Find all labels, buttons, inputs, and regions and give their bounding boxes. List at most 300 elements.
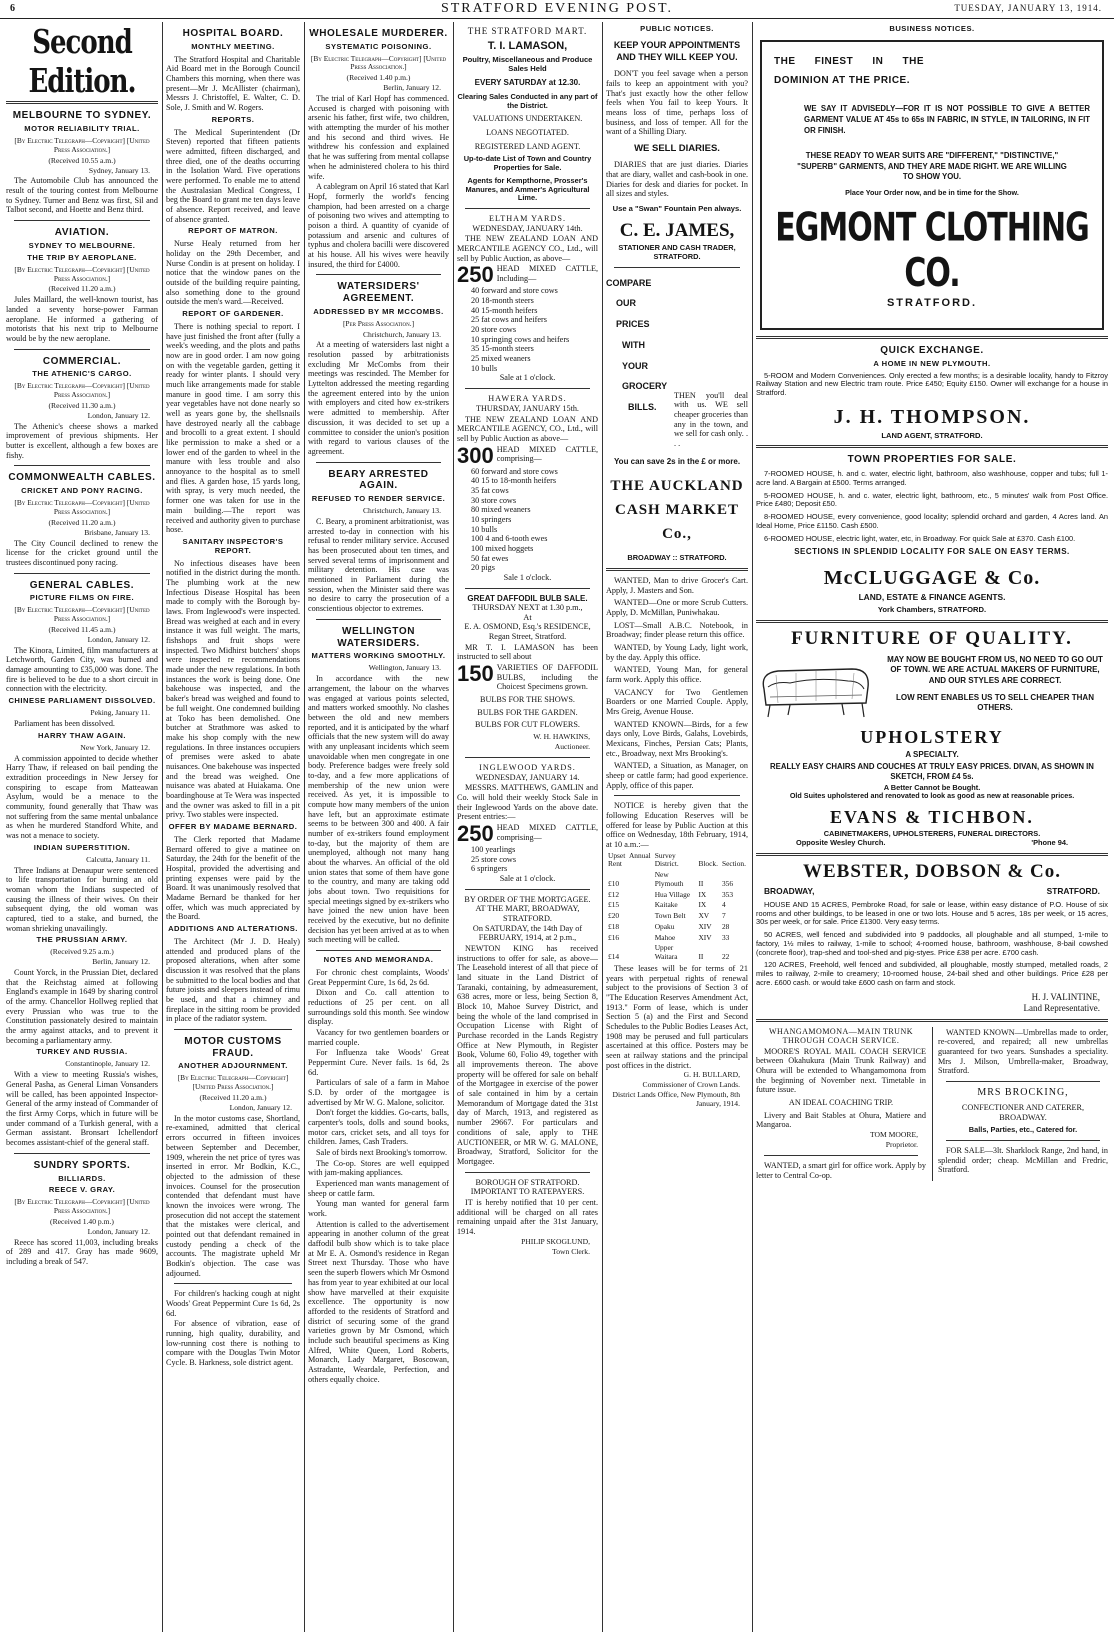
- column-1: [6, 22, 158, 1632]
- article-body: In accordance with the new arrangement, the labour on the wharves was engaged at various points selected, and matters worked smoothly. No clashes between the old and new members reported, and it is anticipated by the wharf officials that the new system will do away with any unpleasant incidents which seem unavoidable when men congregate in one body. Preference badges were freely sold to-day, and a few more applications of membership of the new union were received. As yet, it is impossible to compute how many members of the union have left, but an approximate estimate seems to be between 300 and 400. A fair number of ex-strikers found employment to-day, but the majority of them are unemployed, although not many hang about the wharves. An official of the old union states that some of them have gone to the country, and many are taking odd jobs about town. Two requisitions for special meetings signed by ex-strikers who have joined the new union have been received by the executive, but no definite decision has yet been arrived at as to when such meeting will be called.: [308, 674, 449, 945]
- article-body: The Architect (Mr J. D. Healy) attended and produced plans of the proposed alterations, when after some discussion it was resolved that the plans be submitted to the local bodies and that future joists and sleepers instead of rimu be used, and that a chimney and fireplace in the sitting room be provided in place of the radiator system.: [166, 936, 300, 1024]
- ad-subheading: AN IDEAL COACHING TRIP.: [788, 1098, 894, 1108]
- sale-venue: E. A. OSMOND, Esq.'s RESIDENCE, Regan Street, Stratford.: [464, 622, 591, 642]
- advertiser-name: C. E. JAMES,: [619, 219, 735, 241]
- advertiser-name: EVANS & TICHBON.: [830, 806, 1034, 827]
- ad-headline: THE FINEST IN THE DOMINION AT THE PRICE.: [774, 55, 924, 86]
- advertisement: For absence of vibration, ease of running, high quality, durability, and low-running cost there is nothing to compare with the Douglas Twin Motor Cycle. B. Harkness, sole district agent.: [166, 1319, 300, 1367]
- dateline: Christchurch, January 13.: [362, 506, 441, 516]
- dateline: Christchurch, January 13.: [362, 329, 441, 339]
- ad-subheading: SECTIONS IN SPLENDID LOCALITY FOR SALE ON EASY TERMS.: [794, 547, 1070, 557]
- dateline: Berlin, January 12.: [92, 957, 150, 967]
- subheading: REECE V. GRAY.: [48, 1185, 116, 1195]
- property-listing: 8-ROOMED HOUSE, every convenience, good locality; splendid orchard and garden, 4 Acres land. An Ideal Home, Price £1150. Cash £500.: [756, 512, 1108, 530]
- notes-item: Sale of birds next Brooking's tomorrow.: [316, 1148, 448, 1158]
- ad-tagline: Balls, Parties, etc., Catered for.: [968, 1125, 1078, 1135]
- sale-title: VARIETIES OF DAFFODIL BULBS, including the Choicest Specimens grown.: [496, 663, 598, 692]
- subheading: THE TRIP BY AEROPLANE.: [27, 252, 137, 262]
- signatory: PHILIP SKOGLUND,: [521, 1236, 590, 1246]
- column-rule: [752, 22, 753, 1632]
- property-listing: 50 ACRES, well fenced and subdivided into 9 paddocks, all ploughable and all stumped, 1-mile to factory, 1½ miles to railway, 1-mile to school; 4-roomed house, bathroom, washhouse, 8-bail cowshed (concrete floor), trap-shed and tool-shed and pig-styes. Price £38 per acre. £700 cash.: [756, 930, 1108, 957]
- table-header: Section.: [721, 859, 746, 869]
- article-body: At a meeting of watersiders last night a resolution passed by arbitrationists excluding Mr McCombs from their meetings was rescinded. The Member for Lyttelton addressed the meeting regarding the agreement entered into by the union with employers and cited how ex-strikers were admitted to membership. After discussion, it was decided to set up a committee to consider the union's position with regard to various clauses of the agreement.: [308, 340, 449, 456]
- subheading: NOTES AND MEMORANDA.: [323, 955, 434, 965]
- headline: MOTOR CUSTOMS FRAUD.: [184, 1035, 282, 1059]
- byline: [By Electric Telegraph—Copyright] [United Press Association.]: [14, 1197, 150, 1216]
- table-cell: Hua Village: [654, 889, 691, 899]
- received-time: (Received 11.45 a.m.): [48, 624, 116, 634]
- ad-subheading: A SPECIALTY.: [905, 749, 959, 759]
- dateline: London, January 12.: [87, 1226, 150, 1236]
- stock-line: 35 15-month steers: [471, 344, 534, 354]
- article-body: The Clerk reported that Madame Bernard offered to give a matinee on Saturday, the 24th for the benefit of the Hospital, provided the advertising and printing expenses were paid by the Board. It was unanimously resolved that Madame Bernard be thanked for her offer, which was much appreciated by the Board.: [166, 834, 300, 922]
- compare-word: YOUR: [622, 360, 649, 371]
- compare-word: OUR: [616, 298, 636, 309]
- article-body: Parliament has been dissolved.: [14, 718, 115, 728]
- article-body: Reece has scored 11,003, including breaks of 289 and 417. Gray has made 9609, including a break of 547.: [6, 1237, 158, 1267]
- table-cell: IX: [698, 889, 707, 899]
- office-line: District Lands Office, New Plymouth, 8th January, 1914.: [612, 1090, 740, 1109]
- article-body: The Athenic's cheese shows a marked improvement of previous shipments. Her butter is excellent, although a few boxes are fishy.: [6, 421, 158, 460]
- service-line: LOANS NEGOTIATED.: [486, 128, 569, 138]
- ad-body: WE SAY IT ADVISEDLY—FOR IT IS NOT POSSIBLE TO GIVE A BETTER GARMENT VALUE AT 45s to 65s IN FABRIC, IN STYLE, IN TAILORING, IN FIT OR FINISH.: [804, 103, 1090, 135]
- column-rule: [304, 22, 305, 1632]
- subheading: REPORT OF GARDENER.: [182, 309, 284, 319]
- head-count: 250: [457, 264, 494, 287]
- notes-item: Vacancy for two gentlemen boarders or married couple.: [308, 1028, 449, 1047]
- ad-headline: FURNITURE OF QUALITY.: [791, 628, 1073, 650]
- advertiser-tagline: LAND, ESTATE & FINANCE AGENTS.: [858, 592, 1006, 603]
- subheading: OFFER BY MADAME BERNARD.: [168, 821, 298, 831]
- signatory-role: Proprietor.: [885, 1140, 918, 1149]
- ad-body: MAY NOW BE BOUGHT FROM US, NO NEED TO GO OUT OF TOWN. WE ARE ACTUAL MAKERS OF FURNITURE, AND OUR STYLES ARE CORRECT.: [887, 654, 1103, 686]
- stock-line: 50 fat ewes: [471, 553, 509, 563]
- table-cell: £15: [608, 900, 620, 910]
- byline: [By Electric Telegraph—Copyright] [United Press Association.]: [14, 264, 150, 283]
- signatory-role: Town Clerk.: [552, 1246, 590, 1256]
- column-rule: [162, 22, 163, 1632]
- article-body: The Kinora, Limited, film manufacturers at Letchworth, Garden City, was burned and damage amounting to £35,000 was done. The fire is believed to be due to a short circuit in connection with the electricity.: [6, 645, 158, 694]
- divan-sketch-icon: [756, 659, 876, 723]
- sale-intro: MR T. I. LAMASON has been instructed to sell about: [457, 642, 598, 662]
- received-time: (Received 10.55 a.m.): [48, 155, 116, 165]
- table-cell: Kaitake: [654, 900, 678, 910]
- sale-title: HEAD MIXED CATTLE, comprising—: [496, 444, 598, 464]
- notice-heading: BY ORDER OF THE MORTGAGEE.: [464, 894, 591, 904]
- egmont-clothing-ad: [760, 40, 1104, 330]
- stock-line: 40 15 to 18-month heifers: [471, 476, 557, 486]
- page-number: 6: [10, 3, 15, 14]
- subheading: CRICKET AND PONY RACING.: [21, 486, 143, 496]
- coach-ad: [756, 1027, 933, 1182]
- stock-line: 20 18-month steers: [471, 296, 534, 306]
- headline: GENERAL CABLES.: [29, 579, 135, 591]
- sale-time: Sale 1 o'clock.: [503, 572, 552, 582]
- property-listing: 7-ROOMED HOUSE, h. and c. water, electric light, bathroom, also washhouse, copper and tubs; full 1-acre land. A Bargain at £500. Terms arranged.: [756, 469, 1108, 487]
- notes-item: The Co-op. Stores are well equipped with jam-making appliances.: [308, 1158, 449, 1178]
- dateline: Sydney, January 13.: [88, 165, 150, 175]
- edition-title: Second Edition.: [28, 24, 136, 101]
- column-5: [606, 22, 748, 1632]
- notes-item: For Influenza take Woods' Great Peppermint Cure. Never fails. 1s 6d, 2s 6d.: [308, 1048, 449, 1077]
- advertiser-name: WEBSTER, DOBSON & Co.: [802, 860, 1062, 882]
- table-cell: £14: [608, 952, 620, 962]
- table-header: Block.: [698, 859, 718, 869]
- ad-body: THESE READY TO WEAR SUITS ARE "DIFFERENT," "DISTINCTIVE," "SUPERB" GARMENTS, AND THEY ARE MADE RIGHT. WE ARE WILLING TO SHOW YOU.: [797, 150, 1067, 182]
- table-cell: 4: [721, 900, 726, 910]
- table-cell: IX: [698, 900, 707, 910]
- column-3: [308, 22, 449, 1632]
- ad-headline: QUICK EXCHANGE.: [880, 344, 984, 356]
- bulb-line: BULBS FOR CUT FLOWERS.: [475, 720, 580, 730]
- notice-body: IT is hereby notified that 10 per cent. additional will be charged on all rates remaining unpaid after the 31st January, 1914.: [457, 1197, 598, 1236]
- headline: WATERSIDERS' AGREEMENT.: [337, 281, 420, 305]
- received-time: (Received 1.40 p.m.): [346, 73, 411, 83]
- signatory: G. H. BULLARD,: [683, 1070, 740, 1080]
- ad-tagline: Old Suites upholstered and renovated to look as good as new at reasonable prices.: [789, 791, 1075, 801]
- reserves-table: [606, 851, 748, 963]
- notice-heading: BOROUGH OF STRATFORD.: [475, 1177, 580, 1187]
- table-cell: 22: [721, 952, 730, 962]
- stock-line: 25 store cows: [471, 854, 517, 864]
- table-row: [606, 922, 748, 933]
- sale-title: HEAD MIXED CATTLE, comprising—: [496, 823, 598, 842]
- notes-item: Attention is called to the advertisement appearing in another column of the great daffodil bulb show which is to take place at Mr E. A. Osmond's residence in Regan Street next Thursday. Those who have seen the superb flowers which Mr Osmond has from year to year exhibited at our local show have marvelled at their exquisite excellence. The opportunity is now afforded to the residents of Stratford and district of securing some of the grand varieties grown by Mr Osmond, which include such beautiful specimens as King Alfred, White Queen, Lord Roberts, Monarch, Lady Margaret, Boscowan, Astradante, Weardale, Perfection, and others equally choice.: [308, 1219, 449, 1384]
- received-time: (Received 9.25 a.m.): [50, 947, 114, 957]
- article-body: Three Indians at Denaupur were sentenced to life transportation for burning an old woman whom the Indians suspected of causing the illness of their wives. On their subsequent dying, the old woman was captured, tied to a stake, and burned, the woman shrieking unavailingly.: [6, 865, 158, 933]
- property-list-note: Up-to-date List of Town and Country Properties for Sale.: [463, 154, 592, 173]
- article-body: A cablegram on April 16 stated that Karl Hopf, formerly the world's fencing champion, had been arrested on a charge of poisoning two wives and attempting to poison a third. A quantity of cyanide of potassium and arsenic and cultures of typhus and cholera bacilli were discovered at his house. All his wives were heavily insured, the third for £4000.: [308, 182, 449, 269]
- ad-body: 5-ROOM and Modern Conveniences. Only erected a few months; is a desirable locality, handy to Fitzroy Railway Station and new Electric tram route. Price £450; Equity £150. Owner will exchange for a house in Stratford.: [756, 370, 1108, 398]
- table-cell: £18: [608, 921, 620, 931]
- table-row: [606, 900, 748, 911]
- table-cell: £20: [608, 911, 620, 921]
- property-listing: HOUSE AND 15 ACRES, Pembroke Road, for sale or lease, within easy distance of P.O. House of six rooms and other buildings, to be leased in one or two lots. House and 5 acres, 18s per week, or 15 acres, 30s per week, or for sale. Price £1300. Very easy terms.: [756, 899, 1108, 927]
- classified-ad: WANTED, Man to drive Grocer's Cart. Apply, J. Masters and Son.: [606, 575, 748, 595]
- advertiser-name: MRS BROCKING,: [977, 1087, 1069, 1099]
- ad-tagline: Place Your Order now, and be in time for the Show.: [845, 188, 1019, 198]
- ad-headline: WE SELL DIARIES.: [634, 143, 720, 155]
- head-count: 250: [457, 823, 494, 846]
- section-heading: PUBLIC NOTICES.: [640, 24, 714, 33]
- stock-line: 10 bulls: [471, 363, 498, 373]
- column-2: [166, 22, 300, 1632]
- sale-title: HEAD MIXED CATTLE, Including—: [496, 264, 598, 284]
- subheading: SANITARY INSPECTOR'S REPORT.: [182, 536, 284, 555]
- table-cell: £12: [608, 889, 620, 899]
- stock-line: 100 4 and 6-tooth ewes: [471, 534, 548, 544]
- subheading: MATTERS WORKING SMOOTHLY.: [311, 651, 446, 661]
- article-body: Nurse Healy returned from her holiday on the 29th December, and Nurse Condin is at present on holiday. I notice that the window panes on the outside of the building require painting, also something done to the ground outside the men's ward.—Received.: [166, 239, 300, 307]
- head-count: 300: [457, 444, 494, 467]
- byline: [By Electric Telegraph—Copyright] [United Press Association.]: [14, 381, 150, 400]
- headline: BEARY ARRESTED AGAIN.: [328, 468, 429, 492]
- subheading: REPORTS.: [211, 114, 255, 124]
- subheading: ANOTHER ADJOURNMENT.: [178, 1061, 288, 1071]
- stock-line: 80 mixed weaners: [471, 505, 531, 515]
- sale-at: At: [523, 612, 532, 622]
- dateline: London, January 12.: [87, 410, 150, 420]
- classified-ad: WANTED, by Young Lady, light work, by the day. Apply this office.: [606, 642, 748, 662]
- compare-word: BILLS.: [628, 401, 657, 412]
- advertiser-name: J. H. THOMPSON.: [833, 405, 1031, 428]
- table-cell: £10: [608, 878, 620, 888]
- advertiser-address: York Chambers, STRATFORD.: [877, 605, 987, 615]
- advertiser-address: Opposite Wesley Church.: [796, 838, 886, 847]
- ad-body: DIARIES that are just diaries. Diaries that are diary, wallet and cash-book in one. Diaries for desk and diaries for pocket. In all sizes and styles.: [606, 160, 748, 199]
- column-rule: [602, 22, 603, 1632]
- subheading: THE ATHENIC'S CARGO.: [32, 369, 132, 379]
- notes-item: Experienced man wants management of sheep or cattle farm.: [308, 1179, 449, 1198]
- ad-body: MOORE'S ROYAL MAIL COACH SERVICE between Okahukura (Main Trunk Railway) and Ohura will be extended to Whangamomona from the beginning of November next. Timetable in future issue.: [756, 1046, 926, 1095]
- table-row: [606, 943, 748, 962]
- signatory: W. H. HAWKINS,: [533, 732, 590, 742]
- signatory: H. J. VALINTINE,: [1031, 991, 1100, 1002]
- table-row: [606, 890, 748, 901]
- classified-ad: WANTED—One or more Scrub Cutters. Apply, D. McMillan, Puniwhakau.: [606, 598, 748, 617]
- article-body: Jules Maillard, the well-known tourist, has landed a seventy horse-power Farman aeroplane. He informed a gathering of motorists that his next trip to Melbourne would be by the new aeroplane.: [6, 295, 158, 343]
- sale-date: THURSDAY, JANUARY 15th.: [476, 403, 579, 413]
- advertiser-tagline: STATIONER AND CASH TRADER, STRATFORD.: [618, 243, 736, 262]
- headline: HOSPITAL BOARD.: [182, 28, 284, 39]
- article-body: The trial of Karl Hopf has commenced. Accused is charged with poisoning with arsenic his father, first wife, two children, with attempting the murder of his mother and his second and third wives. He withdrew his confession and explained that he was suffering from mental collapse when he administered cholera to his third wife.: [308, 94, 449, 181]
- ad-headline: WHANGAMOMONA—MAIN TRUNK THROUGH COACH SERVICE.: [768, 1026, 913, 1046]
- table-cell: XIV: [698, 921, 712, 931]
- stock-line: 30 store cows: [471, 495, 517, 505]
- table-header: Survey District.: [654, 850, 679, 869]
- compare-stack: [606, 273, 670, 418]
- classified-ad: LOST—Small A.B.C. Notebook, in Broadway; finder please return this office.: [606, 620, 748, 640]
- table-cell: £16: [608, 932, 620, 942]
- classified-ad: FOR SALE—3lt. Sharklock Range, 2nd hand, in splendid order; cheap. McMillan and Fredric, Stratford.: [938, 1146, 1108, 1175]
- grocery-ad: [606, 273, 748, 449]
- signatory-role: Auctioneer.: [554, 742, 590, 752]
- stock-line: 10 bulls: [471, 524, 498, 534]
- byline: [By Electric Telegraph—Copyright] [United Press Association.]: [14, 136, 150, 154]
- advertiser-phone: 'Phone 94.: [1031, 838, 1068, 847]
- table-cell: 28: [721, 921, 730, 931]
- article-body: There is nothing special to report. I have just finished the front after (fully a week's weeding, and the plots and paths now are in good order. I am now going on with the vegetable garden, getting it ready for winter plants. I should very much like arrangements made for stable manure in good time. I am sorry this year vegetables have not done nearly so well as years gone by, the shellsnails have destroyed nearly all the cabbage and brocolli to a great extent. I should like permission to make a shed or a lower end of the garden to wheel in the manure with less trouble and also annoyance to the hospital as to smell and flies. A garden hose, 15 yards long, with spray, is very much needed, the former one was taken for use in the main building.—The report was received and authority given to purchase hose.: [166, 322, 300, 535]
- table-cell: Opaku: [654, 921, 675, 931]
- table-cell: 356: [721, 878, 734, 888]
- table-cell: Upper Waitara: [654, 943, 678, 962]
- headline: WELLINGTON WATERSIDERS.: [337, 625, 420, 649]
- ad-location: STRATFORD.: [886, 296, 978, 309]
- newspaper-title: STRATFORD EVENING POST.: [440, 1, 674, 16]
- auctioneer-name: T. I. LAMASON,: [487, 39, 568, 52]
- sale-time: Sale at 1 o'clock.: [499, 373, 556, 383]
- ad-body: REALLY EASY CHAIRS AND COUCHES AT TRULY EASY PRICES. DIVAN, AS SHOWN IN SKETCH, FROM £4 5s.: [770, 762, 1094, 781]
- signatory-role: Land Representative.: [1023, 1003, 1100, 1014]
- lands-notice-terms: These leases will be for terms of 21 years with perpetual rights of renewal subject to the provisions of Section 3 of "The Education Reserves Amendment Act, 1913." Form of lease, which is under Section 5 (a) and the First and Second Schedules to the Public Bodies Leases Act, 1908 may be perused and full particulars ascertained at this office. Posters may be seen at railway stations and the principal post offices in the district.: [606, 963, 748, 1070]
- stock-line: 20 pigs: [471, 563, 495, 573]
- stock-line: 20 store cows: [471, 325, 517, 335]
- received-time: (Received 11.20 a.m.): [199, 1092, 267, 1102]
- column-rule: [453, 22, 454, 1632]
- stock-line: 100 yearlings: [471, 845, 516, 855]
- sale-time: Sale at 1 o'clock.: [499, 874, 556, 884]
- dateline: Peking, January 11.: [90, 708, 150, 718]
- stock-line: 40 forward and store cows: [471, 286, 558, 296]
- received-time: (Received 1.40 p.m.): [50, 1216, 114, 1226]
- clearing-sales: Clearing Sales Conducted in any part of the District.: [457, 91, 598, 110]
- bulb-line: BULBS FOR THE SHOWS.: [480, 695, 575, 705]
- headline: WHOLESALE MURDERER.: [309, 28, 448, 39]
- sale-date: THURSDAY NEXT at 1.30 p.m.,: [472, 603, 583, 613]
- sale-date: WEDNESDAY, JANUARY 14th.: [472, 223, 583, 233]
- subheading: REFUSED TO RENDER SERVICE.: [311, 494, 446, 504]
- advertiser-tagline: LAND AGENT, STRATFORD.: [881, 430, 983, 440]
- issue-date: TUESDAY, JANUARY 13, 1914.: [954, 3, 1102, 13]
- ad-headline: TOWN PROPERTIES FOR SALE.: [847, 454, 1017, 466]
- stock-line: 60 forward and store cows: [471, 466, 558, 476]
- then-text: THEN you'll deal with us. WE sell cheaper groceries than any in the town, and we sell for cash only. . . .: [674, 390, 748, 449]
- table-cell: New Plymouth: [654, 870, 684, 888]
- mart-heading: THE STRATFORD MART.: [467, 26, 588, 36]
- advertiser-tagline: CONFECTIONER AND CATERER, BROADWAY.: [961, 1102, 1085, 1122]
- byline: [By Electric Telegraph—Copyright] [United Press Association.]: [310, 53, 447, 72]
- classified-ad: VACANCY for Two Gentlemen Boarders or one Married Couple. Apply, Mrs Greig, Avenue House.: [606, 687, 748, 717]
- service-line: VALUATIONS UNDERTAKEN.: [472, 114, 583, 124]
- stock-list: [457, 467, 598, 573]
- section-heading: BUSINESS NOTICES.: [889, 24, 975, 33]
- auctioneer-tagline: Poultry, Miscellaneous and Produce Sales Held: [462, 54, 593, 73]
- yard-heading: INGLEWOOD YARDS.: [479, 762, 576, 772]
- advertiser-name: McCLUGGAGE & Co.: [823, 566, 1041, 589]
- notes-item: For chronic chest complaints, Woods' Great Peppermint Cure, 1s 6d, 2s 6d.: [308, 968, 449, 987]
- dateline: Constantinople, January 12.: [65, 1059, 150, 1069]
- received-time: (Received 11.20 a.m.): [48, 517, 116, 527]
- table-cell: Town Belt: [654, 911, 686, 921]
- table-cell: XIV: [698, 932, 712, 942]
- masthead: [0, 0, 1114, 19]
- subheading: SYDNEY TO MELBOURNE.: [28, 240, 136, 250]
- sale-intro: MESSRS. MATTHEWS, GAMLIN and Co. will hold their weekly Stock Sale in their Inglewood Yards on the above date. Present entries:—: [457, 783, 598, 822]
- article-body: The Stratford Hospital and Charitable Aid Board met in the Borough Council Chambers this morning, when there was present—Mr J. McAllister (chairman), Messrs J. Christoffel, E. Walter, C. D. Sole, J. Smith and W. Rogers.: [166, 54, 300, 113]
- article-body: With a view to meeting Russia's wishes, General Pasha, as General Liman Vonsanders will be called, has been appointed Inspector-General of the army instead of Commander of the first Army Corps, which in future will be under command of a Turkish general, with a German assistant. Bronsart Ichellendorf becomes assistant-chief of the general staff.: [6, 1070, 158, 1148]
- signatory: TOM MOORE,: [870, 1130, 918, 1140]
- sale-intro: THE NEW ZEALAND LOAN AND MERCANTILE AGENCY CO., Ltd., will sell by Public Auction, as above—: [457, 234, 598, 263]
- ad-subheading: A HOME IN NEW PLYMOUTH.: [873, 358, 991, 368]
- stock-line: 10 springers: [471, 514, 512, 524]
- subheading: MOTOR RELIABILITY TRIAL.: [24, 124, 140, 134]
- table-cell: 7: [721, 911, 726, 921]
- subheading: ADDITIONS AND ALTERATIONS.: [168, 923, 298, 933]
- agents-note: Agents for Kempthorne, Prosser's Manures, and Ammer's Agricultural Lime.: [465, 175, 590, 203]
- table-header-row: [606, 851, 748, 870]
- classified-ad: WANTED, a Situation, as Manager, on sheep or cattle farm; had good experience. Apply, office of this paper.: [606, 761, 748, 790]
- stock-line: 25 mixed weaners: [471, 354, 531, 364]
- ad-body: LOW RENT ENABLES US TO SELL CHEAPER THAN OTHERS.: [896, 693, 1094, 712]
- compare-word: PRICES: [616, 319, 650, 330]
- classified-ad: WANTED KNOWN—Birds, for a few days only, Love Birds, Galahs, Lovebirds, Mexicans, Finches, Persian Cats; Plants, etc., Broadway, next Mrs Brooking's.: [606, 719, 748, 758]
- subheading: HARRY THAW AGAIN.: [38, 730, 126, 740]
- compare-word: COMPARE: [606, 277, 652, 288]
- sale-day: EVERY SATURDAY at 12.30.: [474, 78, 581, 88]
- byline: [By Electric Telegraph—Copyright] [United Press Association.]: [14, 605, 150, 624]
- classified-ad: WANTED, Young Man, for general farm work. Apply this office.: [606, 665, 748, 684]
- table-row: [606, 911, 748, 922]
- ad-body: Livery and Bait Stables at Ohura, Matiere and Mangaroa.: [756, 1110, 926, 1130]
- article-body: The Medical Superintendent (Dr Steven) reported that fifteen patients were admitted, fifteen discharged, and three died, one of the deaths occurring in the Isolation Ward. Five operations were performed. To enable me to attend the Australasian Medical Congress, I beg the Board to grant me ten days leave of absence. Report received, and leave of absence granted.: [166, 127, 300, 224]
- ad-tagline: A Better Cannot be Bought.: [883, 782, 981, 792]
- sale-intro: THE NEW ZEALAND LOAN AND MERCANTILE AGENCY, CO., Ltd., will sell by Public Auction as above—: [457, 414, 598, 443]
- article-body: The Automobile Club has announced the result of the touring contest from Melbourne to Sydney. Turner and Benz was first, Sil and Talbot second, and Hoette and Benz third.: [6, 176, 158, 215]
- yard-heading: HAWERA YARDS.: [488, 394, 567, 404]
- headline: SUNDRY SPORTS.: [33, 1159, 131, 1171]
- dateline: New York, January 12.: [80, 742, 150, 752]
- yard-heading: GREAT DAFFODIL BULB SALE.: [467, 593, 588, 603]
- subheading: BILLIARDS.: [58, 1173, 106, 1183]
- notice-date: On SATURDAY, the 14th Day of FEBRUARY, 1914, at 2 p.m.,: [472, 923, 583, 943]
- byline: [By Electric Telegraph—Copyright] [United Press Association.]: [177, 1073, 289, 1092]
- sale-date: WEDNESDAY, JANUARY 14.: [475, 772, 580, 782]
- headline: MELBOURNE TO SYDNEY.: [12, 110, 152, 122]
- subheading: CHINESE PARLIAMENT DISSOLVED.: [8, 696, 156, 706]
- stock-line: 40 15-month heifers: [471, 305, 538, 315]
- dateline: Berlin, January 12.: [383, 83, 441, 93]
- ad-headline: KEEP YOUR APPOINTMENTS AND THEY WILL KEEP YOU.: [613, 39, 741, 62]
- advertiser-tagline: BROADWAY :: STRATFORD.: [627, 553, 727, 563]
- table-header: Upset Annual Rent: [608, 850, 651, 869]
- subheading: INDIAN SUPERSTITION.: [33, 842, 131, 852]
- save-line: You can save 2s in the £ or more.: [613, 456, 741, 466]
- bottom-ads: [756, 1027, 1108, 1182]
- advertiser-location-line: [756, 887, 1108, 897]
- table-row: [606, 870, 748, 889]
- article-body: C. Beary, a prominent arbitrationist, was arrested to-day in connection with his refusal to render military service. Accused has been prosecuted about ten times, and served several terms of imprisonment and military detention. His case was mentioned in Parliament during the session, when the Minister said there was no desire to carry the prosecution of a conscientious objector to extremes.: [308, 517, 449, 614]
- dateline: Wellington, January 13.: [368, 663, 441, 673]
- property-listing: 120 ACRES, Freehold, well fenced and subdivided, all ploughable, mostly stumped, metalled roads, 2 miles to railway, 2-mile to creamery; 10-roomed house, 24-bail shed and other buildings. Price £28 per acre. £600 cash. or would take £600 cash on farm and stock.: [756, 960, 1108, 987]
- table-cell: Mahoe: [654, 932, 676, 942]
- advertiser-town: STRATFORD.: [1046, 887, 1100, 897]
- table-cell: 353: [721, 889, 734, 899]
- article-body: In the motor customs case, Shortland, re-examined, admitted that clerical errors occurred in fifteen invoices between September and December, 1909, wherein the net price of tyres was inserted in error. Mr Bodkin, K.C., objected to the admission of these invoices. Counsel for the prosecution contended that defendant must have known the invoices were wrong. The prosecution did not accept the statement that the mistakes were clerical, and pointed out that defendant remained in custody pending a check of the accounts. The magistrate upheld Mr Bodkin's objection. The case was adjourned.: [166, 1113, 300, 1278]
- notes-item: Dixon and Co. call attention to reductions of 25 per cent. on all surroundings sold this month. See window display.: [308, 988, 449, 1027]
- stock-list: [457, 286, 598, 373]
- stock-line: 10 springing cows and heifers: [471, 334, 570, 344]
- stock-line: 35 fat cows: [471, 485, 509, 495]
- furniture-ad: [756, 655, 1108, 725]
- column-6: [756, 22, 1108, 1632]
- subheading: REPORT OF MATRON.: [188, 226, 278, 236]
- advertiser-tagline: CABINETMAKERS, UPHOLSTERERS, FUNERAL DIRECTORS.: [823, 829, 1041, 839]
- ad-body: DON'T you feel savage when a person fails to keep an appointment with you? That's just exactly how the other fellow feels when You fail to keep Yours. It means loss of time, perhaps loss of business, and loss of temper. All for the want of a Shilling Diary.: [606, 69, 748, 137]
- column-4: [457, 22, 598, 1632]
- ad-headline: UPHOLSTERY: [860, 726, 1004, 747]
- dateline: Brisbane, January 13.: [84, 527, 150, 537]
- service-line: REGISTERED LAND AGENT.: [474, 141, 581, 151]
- article-body: Count Yorck, in the Prussian Diet, declared that the Reichstag aimed at following England's example in 1649 by sharing control of the army. Chancellor Hollweg replied that every Prussian who was true to the Constitution passionately desired to maintain the army against attacks, and to prevent it becoming a parliamentary army.: [6, 968, 158, 1045]
- advertiser-contact: [756, 839, 1108, 848]
- yard-heading: ELTHAM YARDS.: [489, 214, 566, 224]
- advertiser-name: THE AUCKLAND CASH MARKET Co.,: [610, 478, 744, 543]
- table-cell: II: [698, 878, 704, 888]
- received-time: (Received 11.30 a.m.): [48, 400, 116, 410]
- notes-item: Don't forget the kiddies. Go-carts, balls, carpenter's tools, dolls and sound books, motor cars, cricket sets, and all toys for children. James, Cash Traders.: [308, 1108, 449, 1147]
- property-listing: 5-ROOMED HOUSE, h. and c. water, electric light, bathroom, etc., 5 minutes' walk from Post Office. Price £480; Deposit £50.: [756, 490, 1108, 509]
- advertiser-street: BROADWAY,: [764, 887, 815, 897]
- headline: AVIATION.: [54, 227, 110, 239]
- notes-item: Young man wanted for general farm work.: [308, 1199, 449, 1219]
- table-cell: 33: [721, 932, 730, 942]
- article-body: No infectious diseases have been notified in the district during the month. The plumbing work at the new Infectious Disease Hospital has been made to comply with the Borough by-laws. From Inglewood's were inspected. Bread was weighed at each and in every instance it was full weight. The marts, fishshops and fruit shops were inspected. Two Midhirst butchers' shops were inspected re recommendations made under the new regulations. In both instances the work is being done. One bakehouse was inspected, and the baker's bread was weighed and found to be full weight. One condemned building at Toko has been demolished. One butcher at Strathmore was asked to make his shop comply with the new regulations. In three instances occupiers of premises were asked to abate nuisances. One bakehouse was inspected and the bread was weighed. One nuisance was abated at Huiakama. One boardinghouse at Te Wera was inspected and the owner was asked to fill in a pit privy. Two stables were inspected.: [166, 558, 300, 820]
- notice-body: NEWTON KING has received instructions to offer for sale, as above— The Leasehold interest of all that piece of land situate in the Land District of Taranaki, containing, by admeasurement, 638 acres, more or less, being Section 8, Block 10, Mahoe Survey District, and being the whole of the land comprised in Occupation License with Right of Purchase recorded in the Lands Registry Office at New Plymouth, in Register Book, Volume 60, Folio 49, together with all improvements thereon. The above property will be offered for sale on behalf of the Mortgagee in exercise of the power of sale contained in him by a certain Memorandum of Mortgage dated the 31st day of March, 1913, and registered as number 29667. For particulars and conditions of sale, apply to THE AUCTIONEER, or MR W. G. MALONE, Broadway, Stratford, Solicitor for the Mortgagee.: [457, 944, 598, 1166]
- classified-ad: WANTED KNOWN—Umbrellas made to order, re-covered, and repaired; all new umbrellas guaranteed for two years. Sunshades a speciality. Mrs J. Milson, Umbrella-maker, Broadway, Stratford.: [938, 1027, 1108, 1076]
- advertisement: For children's hacking cough at night Woods' Great Peppermint Cure 1s 6d, 2s 6d.: [166, 1289, 300, 1318]
- notes-item: Particulars of sale of a farm in Mahoe S.D. by order of the mortgagee is advertised by Mr W. G. Malone, solicitor.: [308, 1078, 449, 1107]
- article-body: A commission appointed to decide whether Harry Thaw, if released on bail pending the extradition proceedings in New Jersey for conspiring to escape from Matteawan Asylum, would be a menace to the community, found generally that Thaw was not suffering from the same mental unbalance as when he murdered Standford White, and was not a menace to society.: [6, 753, 158, 840]
